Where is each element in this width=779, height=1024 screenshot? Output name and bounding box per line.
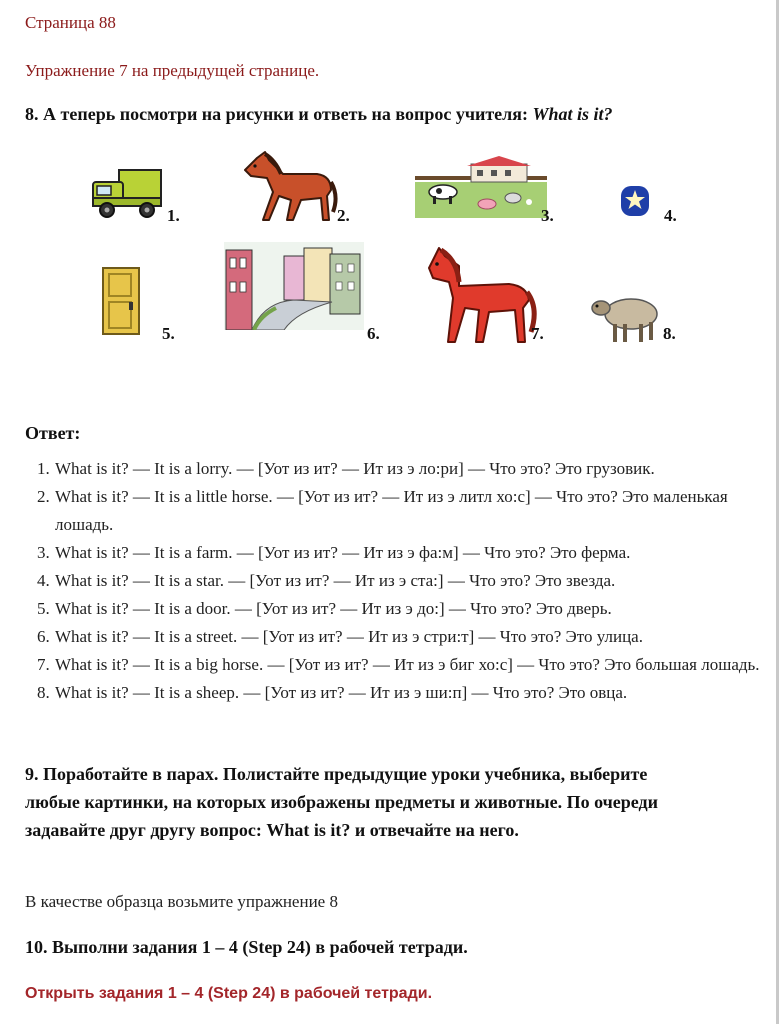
farm-illustration	[415, 156, 547, 218]
picture-number: 4.	[664, 206, 677, 225]
answer-item: 8. What is it? — It is a sheep. — [Уот из ит? — Ит из э ши:п] — Что это? Это овца.	[54, 679, 760, 707]
door-illustration	[101, 266, 141, 336]
picture-grid	[25, 142, 760, 362]
sheep-illustration	[587, 290, 663, 346]
big-horse-illustration	[419, 242, 539, 346]
page-number: Страница 88	[25, 13, 116, 32]
picture-number: 1.	[167, 206, 180, 225]
open-workbook-link[interactable]: Открыть задания 1 – 4 (Step 24) в рабочей тетради.	[25, 985, 433, 1002]
answer-item: 3. What is it? — It is a farm. — [Уот из ит? — Ит из э фа:м] — Что это? Это ферма.	[54, 539, 760, 567]
sample-note: В качестве образца возьмите упражнение 8	[25, 892, 338, 911]
truck-illustration	[89, 164, 165, 220]
answer-item: 5. What is it? — It is a door. — [Уот из ит? — Ит из э до:] — Что это? Это дверь.	[54, 595, 760, 623]
street-illustration	[224, 242, 364, 330]
picture-number: 3.	[541, 206, 554, 225]
answer-heading: Ответ:	[25, 423, 81, 443]
answer-item: 4. What is it? — It is a star. — [Уот из ит? — Ит из э ста:] — Что это? Это звезда.	[54, 567, 760, 595]
answers-list	[25, 455, 760, 707]
picture-number: 6.	[367, 324, 380, 343]
answer-item: 6. What is it? — It is a street. — [Уот из ит? — Ит из э стри:т] — Что это? Это улица.	[54, 623, 760, 651]
answer-item: 7. What is it? — It is a big horse. — [Уот из ит? — Ит из э биг хо:с] — Что это? Это большая лошадь.	[54, 651, 760, 679]
answer-item: 1. What is it? — It is a lorry. — [Уот из ит? — Ит из э ло:ри] — Что это? Это грузовик.	[54, 455, 760, 483]
previous-exercise-note: Упражнение 7 на предыдущей странице.	[25, 61, 320, 80]
picture-number: 5.	[162, 324, 175, 343]
task-8-title	[25, 104, 613, 125]
answer-item: 2. What is it? — It is a little horse. — [Уот из ит? — Ит из э литл хо:с] — Что это? Это маленькая лошадь.	[54, 483, 760, 539]
task-9-text: 9. Поработайте в парах. Полистайте предыдущие уроки учебника, выберите любые картинки, на которых изображены предметы и животные. По очереди задавайте друг другу вопрос: What is it? и отвечайте на него.	[25, 764, 658, 840]
task-8-title-text: 8. А теперь посмотри на рисунки и ответь на вопрос учителя:	[25, 104, 533, 124]
picture-number: 7.	[531, 324, 544, 343]
picture-number: 8.	[663, 324, 676, 343]
task-10-text: 10. Выполни задания 1 – 4 (Step 24) в рабочей тетради.	[25, 937, 468, 957]
task-8-question: What is it?	[532, 104, 613, 124]
picture-number: 2.	[337, 206, 350, 225]
star-illustration	[621, 186, 649, 216]
little-horse-illustration	[239, 150, 339, 224]
